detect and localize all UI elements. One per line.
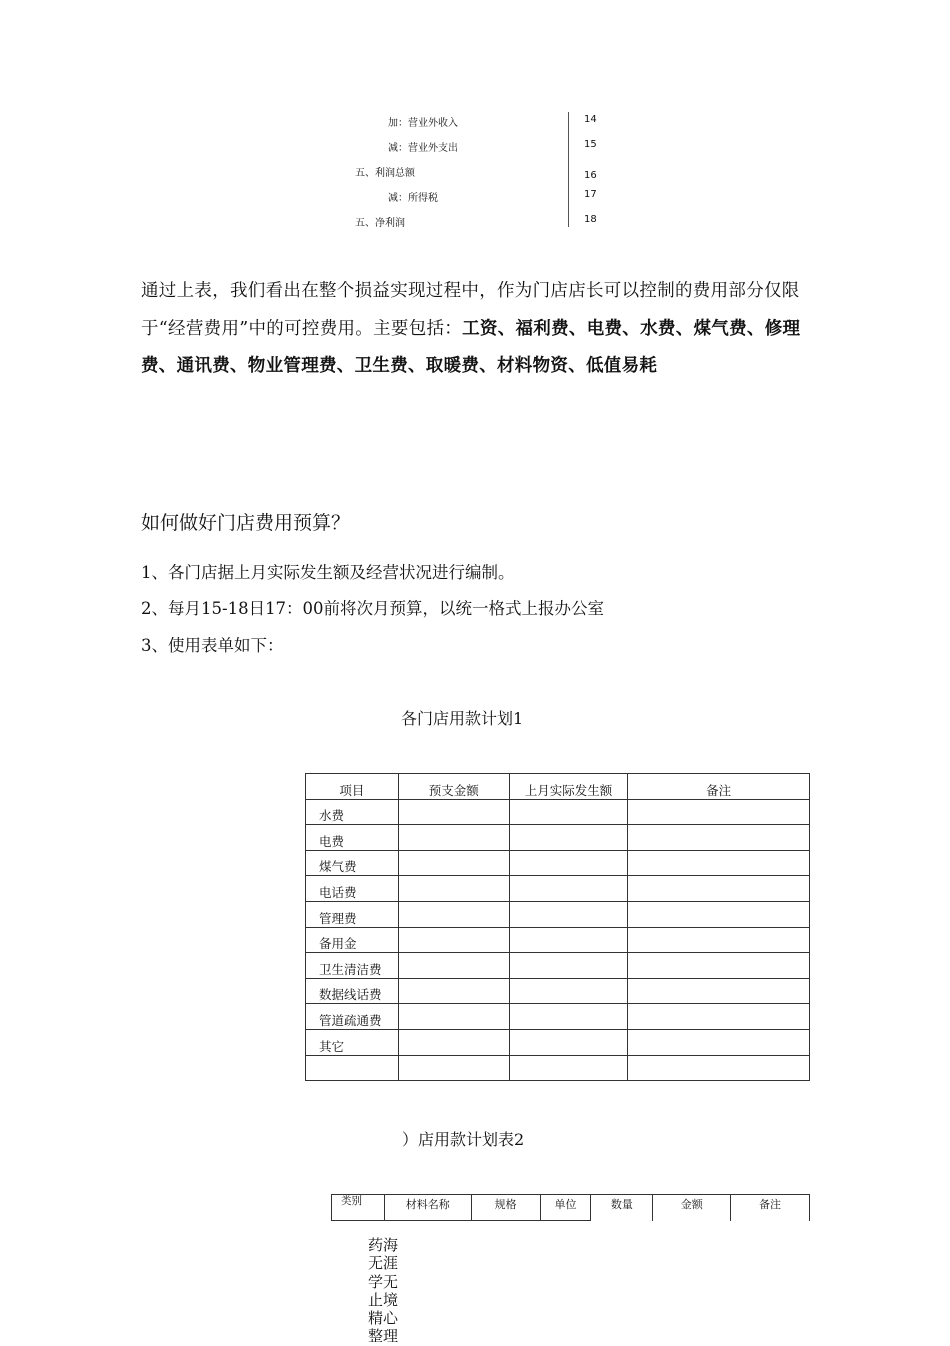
table-row	[306, 1029, 810, 1055]
table-cell	[509, 1055, 628, 1081]
table-cell	[398, 1055, 509, 1081]
table-header-row	[306, 774, 810, 800]
table-cell	[509, 978, 628, 1004]
row-label: 管道疏通费	[306, 1004, 399, 1030]
row-label: 电话费	[306, 876, 399, 902]
column-header: 单位	[540, 1195, 591, 1221]
table-cell	[509, 1029, 628, 1055]
statement-row-label: 五、净利润	[355, 218, 405, 229]
table-row	[306, 825, 810, 851]
table-header-row	[332, 1195, 810, 1221]
row-label: 其它	[306, 1029, 399, 1055]
statement-row-number: 16	[584, 170, 597, 181]
table-row	[306, 901, 810, 927]
row-label: 水费	[306, 799, 399, 825]
column-header: 项目	[306, 774, 399, 800]
statement-row-number: 18	[584, 214, 597, 225]
table-cell	[398, 850, 509, 876]
table2-caption: ）店用款计划表2	[402, 1130, 525, 1149]
column-header: 预支金额	[398, 774, 509, 800]
budget-table-1	[305, 773, 810, 1081]
row-label: 管理费	[306, 901, 399, 927]
table-cell	[398, 1029, 509, 1055]
column-header: 上月实际发生额	[509, 774, 628, 800]
statement-row-number: 17	[584, 189, 597, 200]
summary-paragraph	[141, 273, 821, 386]
paragraph-bold-text: 工资、福利费、电费、水费、煤气费、修理费、通讯费、物业管理费、卫生费、取暖费、材料物资、低值易耗	[141, 318, 801, 376]
table-cell	[628, 1029, 810, 1055]
table-row	[306, 978, 810, 1004]
table-row	[306, 850, 810, 876]
table-row	[306, 1004, 810, 1030]
column-header: 备注	[628, 774, 810, 800]
motto-text: 药海无涯学无止境精心整理	[368, 1236, 399, 1346]
row-label: 备用金	[306, 927, 399, 953]
statement-row-label: 加：营业外收入	[388, 118, 458, 129]
column-header: 材料名称	[384, 1195, 471, 1221]
list-item: 3、使用表单如下：	[141, 636, 284, 655]
statement-row-number: 15	[584, 139, 597, 150]
table-cell	[628, 1004, 810, 1030]
table1-caption: 各门店用款计划1	[401, 709, 524, 728]
table-cell	[509, 1004, 628, 1030]
row-label: 卫生清洁费	[306, 953, 399, 979]
statement-row-label: 减：营业外支出	[388, 143, 458, 154]
row-label: 数据线话费	[306, 978, 399, 1004]
row-label	[306, 1055, 399, 1081]
table-cell	[509, 799, 628, 825]
table-cell	[628, 850, 810, 876]
table-cell	[628, 901, 810, 927]
table-row	[306, 953, 810, 979]
table-cell	[628, 825, 810, 851]
section-heading: 如何做好门店费用预算？	[141, 512, 351, 534]
column-header: 规格	[471, 1195, 540, 1221]
column-header: 类别	[332, 1195, 385, 1221]
list-item: 1、各门店据上月实际发生额及经营状况进行编制。	[141, 563, 515, 582]
statement-row-number: 14	[584, 114, 597, 125]
table-cell	[398, 927, 509, 953]
table-cell	[628, 1055, 810, 1081]
table-cell	[509, 901, 628, 927]
table-cell	[628, 953, 810, 979]
list-item: 2、每月15-18日17：00前将次月预算，以统一格式上报办公室	[141, 599, 605, 618]
table-cell	[398, 1004, 509, 1030]
table-cell	[398, 901, 509, 927]
table-cell	[509, 825, 628, 851]
column-header: 金额	[653, 1195, 731, 1221]
row-label: 煤气费	[306, 850, 399, 876]
table-cell	[398, 825, 509, 851]
table-cell	[628, 876, 810, 902]
table-cell	[398, 953, 509, 979]
table-row	[306, 799, 810, 825]
table-cell	[628, 799, 810, 825]
table-cell	[628, 927, 810, 953]
table-row	[306, 1055, 810, 1081]
column-header: 数量	[591, 1195, 653, 1221]
table-row	[306, 876, 810, 902]
table-cell	[509, 953, 628, 979]
table-cell	[628, 978, 810, 1004]
table-cell	[398, 799, 509, 825]
table-cell	[509, 927, 628, 953]
budget-table-2	[331, 1194, 810, 1221]
statement-row-label: 五、利润总额	[355, 168, 415, 179]
table-row	[306, 927, 810, 953]
table-cell	[398, 978, 509, 1004]
table-cell	[509, 876, 628, 902]
table-cell	[398, 876, 509, 902]
row-label: 电费	[306, 825, 399, 851]
statement-row-label: 减：所得税	[388, 193, 438, 204]
column-header: 备注	[731, 1195, 810, 1221]
table-cell	[509, 850, 628, 876]
statement-divider-line	[568, 112, 569, 227]
paragraph-text: 通过上表，我们看出在整个损益实现过程中，作为门店店长可以控制的费用部分仅限于“经营费用”中的可控费用。主要包括：	[141, 281, 800, 339]
